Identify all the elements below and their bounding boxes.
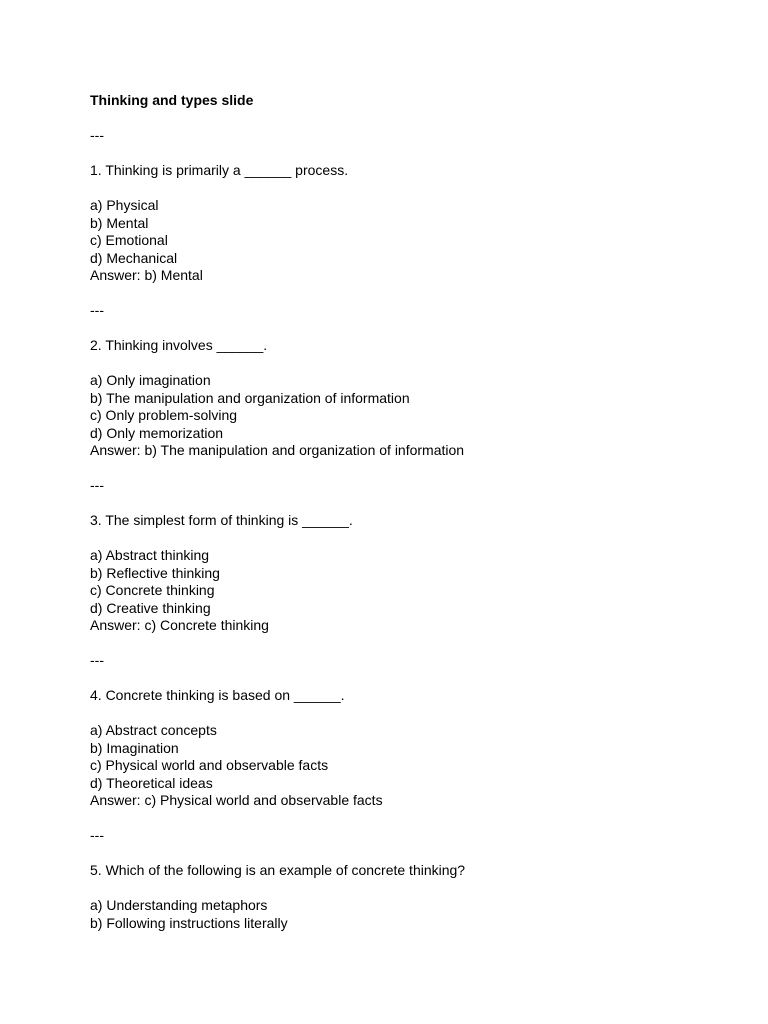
option-a: a) Abstract concepts — [90, 722, 217, 738]
option-d: d) Only memorization — [90, 424, 224, 441]
option-a: a) Only imagination — [90, 372, 211, 388]
answer-text: Answer: c) Concrete thinking — [90, 617, 269, 633]
document-page — [90, 92, 730, 932]
option-d: d) Mechanical — [90, 249, 178, 266]
spacer — [90, 460, 730, 478]
option-c: c) Concrete thinking — [90, 582, 215, 598]
separator: --- — [90, 302, 104, 318]
question-text: 1. Thinking is primarily a ______ process. — [90, 162, 349, 178]
spacer — [90, 705, 730, 723]
question-text: 4. Concrete thinking is based on ______. — [90, 687, 345, 703]
option-a: a) Physical — [90, 197, 159, 213]
spacer — [90, 145, 730, 163]
option-b: b) Mental — [90, 214, 149, 231]
answer-text: Answer: b) The manipulation and organization of information — [90, 442, 465, 458]
spacer — [90, 670, 730, 688]
spacer — [90, 355, 730, 373]
option-b: b) Imagination — [90, 739, 179, 756]
option-b: b) The manipulation and organization of information — [90, 389, 410, 406]
option-c: c) Physical world and observable facts — [90, 757, 329, 773]
spacer — [90, 880, 730, 898]
separator: --- — [90, 652, 104, 668]
spacer — [90, 635, 730, 653]
option-b: b) Following instructions literally — [90, 914, 288, 931]
option-c: c) Emotional — [90, 232, 168, 248]
spacer — [90, 810, 730, 828]
spacer — [90, 110, 730, 128]
spacer — [90, 285, 730, 303]
option-d: d) Theoretical ideas — [90, 774, 213, 791]
document-title: Thinking and types slide — [90, 92, 254, 108]
separator: --- — [90, 827, 104, 843]
option-b: b) Reflective thinking — [90, 564, 220, 581]
spacer — [90, 530, 730, 548]
separator: --- — [90, 477, 104, 493]
answer-text: Answer: b) Mental — [90, 267, 203, 283]
spacer — [90, 845, 730, 863]
separator: --- — [90, 127, 104, 143]
option-c: c) Only problem-solving — [90, 407, 238, 423]
answer-text: Answer: c) Physical world and observable facts — [90, 792, 383, 808]
question-text: 2. Thinking involves ______. — [90, 337, 268, 353]
option-a: a) Abstract thinking — [90, 547, 210, 563]
option-a: a) Understanding metaphors — [90, 897, 268, 913]
question-text: 5. Which of the following is an example of concrete thinking? — [90, 862, 466, 878]
spacer — [90, 320, 730, 338]
option-d: d) Creative thinking — [90, 599, 211, 616]
spacer — [90, 180, 730, 198]
question-text: 3. The simplest form of thinking is ______. — [90, 512, 353, 528]
spacer — [90, 495, 730, 513]
